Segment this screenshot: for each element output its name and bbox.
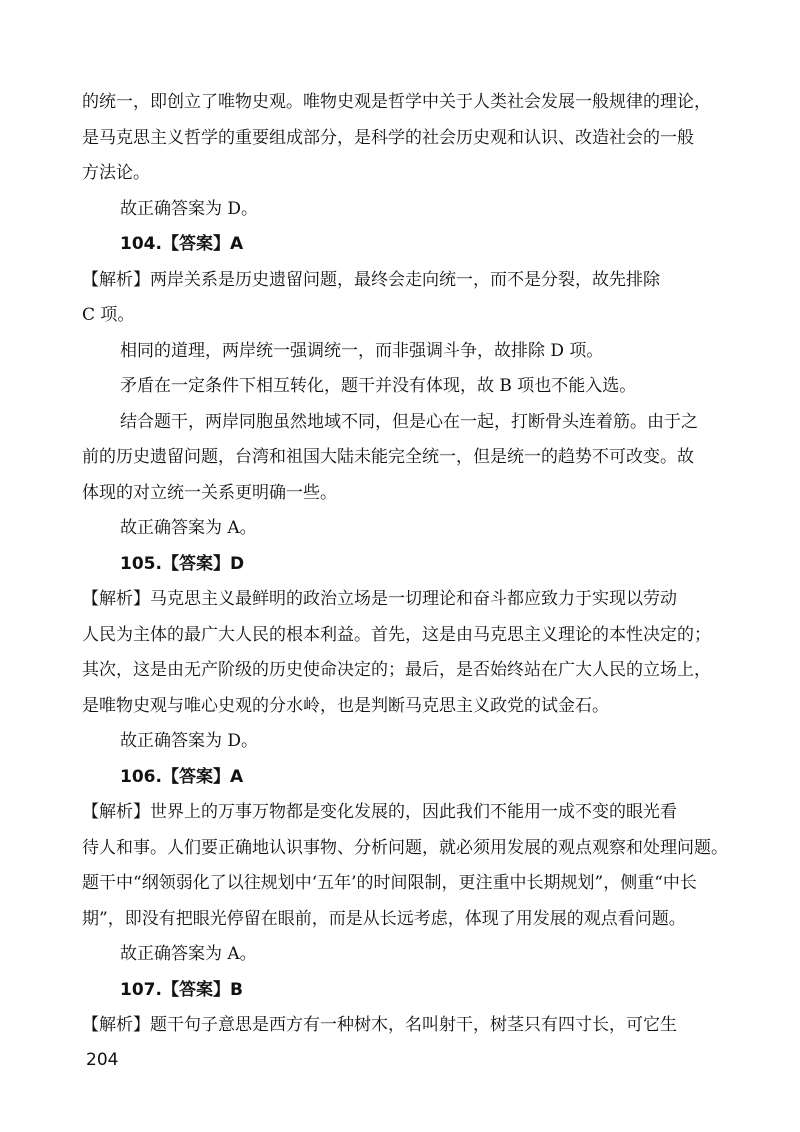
answer-conclusion: 故正确答案为 D。 [120,199,259,219]
text-line: 人民为主体的最广大人民的根本利益。首先，这是由马克思主义理论的本性决定的； [82,625,711,645]
text-line: 相同的道理，两岸统一强调统一，而非强调斗争，故排除 D 项。 [120,341,604,361]
analysis-text-line: 【解析】题干句子意思是西方有一种树木，名叫射干，树茎只有四寸长，可它生 [82,1015,677,1035]
text-line: 的统一，即创立了唯物史观。唯物史观是哲学中关于人类社会发展一般规律的理论， [82,92,711,112]
text-line: 前的历史遗留问题，台湾和祖国大陆未能完全统一，但是统一的趋势不可改变。故 [82,447,694,467]
answer-conclusion: 故正确答案为 A。 [120,944,257,964]
answer-conclusion: 故正确答案为 D。 [120,731,259,751]
question-answer-heading: 107.【答案】B [120,980,243,1000]
answer-conclusion: 故正确答案为 A。 [120,518,257,538]
analysis-text-line: 【解析】世界上的万事万物都是变化发展的，因此我们不能用一成不变的眼光看 [82,802,677,822]
text-line: 结合题干，两岸同胞虽然地域不同，但是心在一起，打断骨头连着筋。由于之 [120,412,698,432]
text-line: C 项。 [82,305,135,325]
text-line: 是马克思主义哲学的重要组成部分，是科学的社会历史观和认识、改造社会的一般 [82,128,694,148]
text-line: 体现的对立统一关系更明确一些。 [82,483,337,503]
text-line: 题干中“纲领弱化了以往规划中‘五年’的时间限制，更注重中长期规划”，侧重“中长 [82,873,697,893]
text-line: 期”，即没有把眼光停留在眼前，而是从长远考虑，体现了用发展的观点看问题。 [82,909,686,929]
text-line: 方法论。 [82,163,150,183]
question-answer-heading: 104.【答案】A [120,234,244,254]
page-number: 204 [86,1050,119,1070]
analysis-text-line: 【解析】马克思主义最鲜明的政治立场是一切理论和奋斗都应致力于实现以劳动 [82,589,677,609]
question-answer-heading: 105.【答案】D [120,554,245,574]
text-line: 是唯物史观与唯心史观的分水岭，也是判断马克思主义政党的试金石。 [82,696,609,716]
text-line: 待人和事。人们要正确地认识事物、分析问题，就必须用发展的观点观察和处理问题。 [82,838,728,858]
text-line: 矛盾在一定条件下相互转化，题干并没有体现，故 B 项也不能入选。 [120,376,637,396]
analysis-text-line: 【解析】两岸关系是历史遗留问题，最终会走向统一，而不是分裂，故先排除 [82,270,660,290]
text-line: 其次，这是由无产阶级的历史使命决定的；最后，是否始终站在广大人民的立场上， [82,660,711,680]
question-answer-heading: 106.【答案】A [120,767,244,787]
